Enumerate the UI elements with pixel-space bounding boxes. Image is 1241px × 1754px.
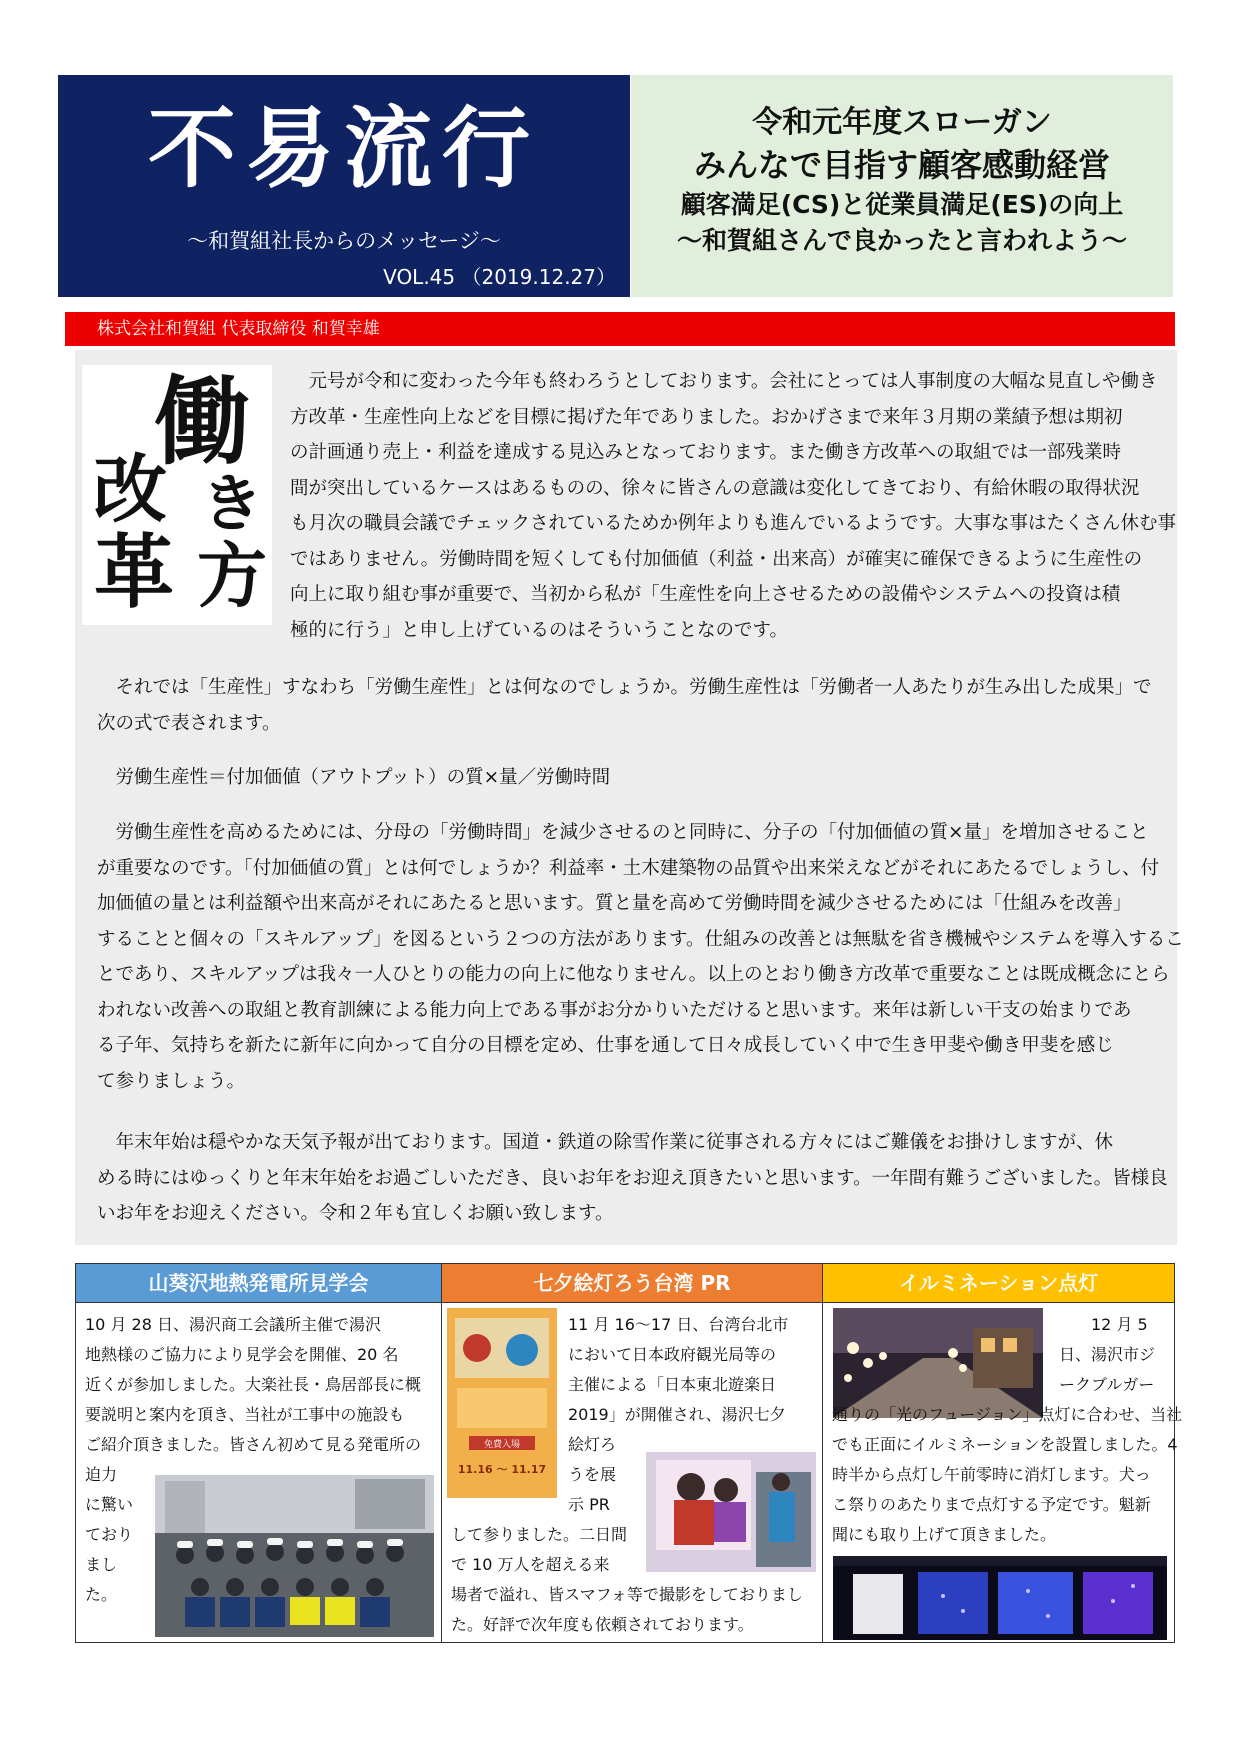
text-line: 労働生産性＝付加価値（アウトプット）の質×量／労働時間	[115, 767, 611, 788]
text-line: 11 月 16～17 日、台湾台北市	[568, 1315, 789, 1334]
text-line: いお年をお迎えください。令和２年も宜しくお願い致します。	[97, 1203, 614, 1224]
newsletter-title: 不易流行	[147, 96, 540, 200]
calligraphy-image	[82, 365, 272, 625]
text-line: 10 月 28 日、湯沢商工会議所主催で湯沢	[85, 1315, 381, 1334]
slogan-line-3: 顧客満足(CS)と従業員満足(ES)の向上	[680, 190, 1124, 219]
text-line: ており	[85, 1525, 134, 1544]
text-line: で 10 万人を超える来	[451, 1555, 610, 1574]
text-line: 元号が令和に変わった今年も終わろうとしております。会社にとっては人事制度の大幅な見直しや働き	[308, 371, 1158, 392]
text-line: 2019」が開催され、湯沢七夕	[568, 1405, 786, 1424]
lantern-photo-icon	[646, 1452, 816, 1572]
text-line: して参りました。二日間	[451, 1525, 628, 1544]
text-line: 示 PR	[568, 1495, 610, 1514]
panel-text-bottom	[832, 1400, 1182, 1550]
text-line: 極的に行う」と申し上げているのはそういうことなのです。	[290, 619, 789, 641]
calligraphy-brush-icon	[82, 365, 272, 625]
text-line: ではありません。労働時間を短くしても付加価値（利益・出来高）が確実に確保できるように生産性の	[290, 548, 1143, 570]
text-line: 方改革・生産性向上などを目標に掲げた年でありました。おかげさまで来年３月期の業績予想は期初	[290, 406, 1123, 428]
slogan-line-1: 令和元年度スローガン	[752, 105, 1052, 140]
text-line: うを展	[568, 1465, 617, 1484]
text-line: る子年、気持ちを新たに新年に向かって自分の目標を定め、仕事を通して日々成長していく中で生き甲斐や働き甲斐を感じ	[97, 1035, 1114, 1056]
illumination-photo-icon	[833, 1556, 1167, 1640]
paragraph-5	[97, 1125, 1168, 1232]
text-line: 地熱様のご協力により見学会を開催、20 名	[85, 1345, 399, 1364]
text-line: 日、湯沢市ジ	[1059, 1345, 1156, 1364]
text-line: 要説明と案内を頂き、当社が工事中の施設も	[85, 1405, 405, 1424]
text-line: 近くが参加しました。大楽社長・鳥居部長に概	[85, 1375, 422, 1394]
panel-text-right	[1059, 1310, 1155, 1400]
text-line: とであり、スキルアップは我々一人ひとりの能力の向上に他なりません。以上のとおり働き方改革で重要なことは既成概念にとら	[97, 964, 1170, 985]
text-line: も月次の職員会議でチェックされているためか例年よりも進んでいるようです。大事な事はたくさん休む事	[290, 513, 1176, 534]
text-line: て参りましょう。	[97, 1070, 246, 1092]
poster-label: 免費入場	[483, 1440, 521, 1450]
text-line: こ祭りのあたりまで点灯する予定です。魁新	[832, 1495, 1151, 1514]
lantern-photo	[646, 1452, 816, 1572]
text-line: 12 月 5	[1091, 1315, 1148, 1334]
text-line: 聞にも取り上げて頂きました。	[832, 1525, 1057, 1544]
calligraphy-char: 方	[197, 534, 267, 617]
text-line: 主催による「日本東北遊楽日	[568, 1375, 777, 1394]
calligraphy-char: 働	[154, 365, 250, 478]
calligraphy-char: 革	[94, 525, 174, 619]
calligraphy-char: 改	[93, 447, 167, 533]
text-line: それでは「生産性」すなわち「労働生産性」とは何なのでしょうか。労働生産性は「労働者一人あたりが生み出した成果」で	[115, 677, 1152, 698]
text-line: に驚い	[85, 1495, 134, 1514]
calligraphy-char: き	[200, 467, 264, 540]
text-line: 加価値の量とは利益額や出来高がそれにあたると思います。質と量を高めて労働時間を減少させるためには「仕組みを改善」	[97, 893, 1132, 914]
panel-title: イルミネーション点灯	[823, 1264, 1174, 1303]
text-line: の計画通り売上・利益を達成する見込みとなっております。また働き方改革への取組では一部残業時	[290, 442, 1122, 463]
group-photo-icon	[155, 1475, 434, 1637]
text-line: 年末年始は穏やかな天気予報が出ております。国道・鉄道の除雪作業に従事される方々にはご難儀をお掛けしますが、休	[115, 1132, 1114, 1153]
text-line: において日本政府観光局等の	[568, 1345, 777, 1364]
slogan-line-2: みんなで目指す顧客感動経営	[693, 146, 1110, 184]
newsletter-subtitle: ～和賀組社長からのメッセージ～	[187, 229, 501, 253]
group-photo	[155, 1475, 434, 1637]
paragraph-2	[97, 670, 1152, 741]
text-line: が重要なのです。「付加価値の質」とは何でしょうか？利益率・土木建築物の品質や出来栄えなどがそれにあたるでしょうし、付	[97, 857, 1160, 879]
text-line: 向上に取り組む事が重要で、当初から私が「生産性を向上させるための設備やシステムへの投資は積	[290, 584, 1121, 605]
panel-title: 七夕絵灯ろう台湾 PR	[442, 1264, 822, 1303]
text-line: た。好評で次年度も依頼されております。	[451, 1615, 754, 1634]
panel-illumination	[822, 1263, 1183, 1643]
slogan-line-4: ～和賀組さんで良かったと言われよう～	[676, 226, 1127, 255]
text-line: われない改善への取組と教育訓練による能力向上である事がお分かりいただけると思います。来年は新しい干支の始まりであ	[97, 999, 1132, 1021]
text-line: 労働生産性を高めるためには、分母の「労働時間」を減少させるのと同時に、分子の「付加価値の質×量」を増加させること	[115, 822, 1149, 843]
text-line: 絵灯ろ	[568, 1435, 617, 1454]
panel-title: 山葵沢地熱発電所見学会	[76, 1264, 441, 1303]
text-line: 迫力	[85, 1465, 118, 1484]
text-line: することと個々の「スキルアップ」を図るという２つの方法があります。仕組みの改善とは無駄を省き機械やシステムを導入するこ	[97, 928, 1184, 950]
text-line: ークブルガー	[1059, 1375, 1155, 1394]
text-line: 間が突出しているケースはあるものの、徐々に皆さんの意識は変化してきており、有給休暇の取得状況	[290, 477, 1140, 499]
text-line: 次の式で表されます。	[97, 712, 281, 734]
text-line: 時半から点灯し午前零時に消灯します。犬っ	[832, 1465, 1151, 1484]
panel-geothermal	[75, 1263, 442, 1643]
poster-date: 11.16 ～ 11.17	[457, 1463, 547, 1476]
author-bar: 株式会社和賀組 代表取締役 和賀幸雄	[65, 312, 1175, 346]
text-line: た。	[85, 1585, 118, 1604]
text-line: 場者で溢れ、皆スマフォ等で撮影をしておりまし	[451, 1585, 803, 1604]
text-line: でも正面にイルミネーションを設置しました。4	[832, 1435, 1178, 1454]
text-line: ご紹介頂きました。皆さん初めて見る発電所の	[85, 1435, 422, 1454]
formula-line	[97, 760, 610, 796]
volume-date: VOL.45 （2019.12.27）	[383, 265, 616, 289]
event-poster	[447, 1308, 557, 1498]
poster-icon	[447, 1308, 557, 1498]
paragraph-4	[97, 815, 1184, 1099]
slogan-block	[631, 75, 1173, 297]
panel-taiwan-pr	[441, 1263, 823, 1643]
text-line: める時にはゆっくりと年末年始をお過ごしいただき、良いお年をお迎え頂きたいと思います。一年間有難うございました。皆様良	[97, 1167, 1168, 1189]
paragraph-1	[290, 364, 1176, 648]
text-line: 通りの「光のフュージョン」点灯に合わせ、当社	[832, 1405, 1183, 1424]
illumination-photo	[833, 1556, 1167, 1640]
text-line: まし	[85, 1555, 118, 1574]
title-block	[58, 75, 630, 297]
